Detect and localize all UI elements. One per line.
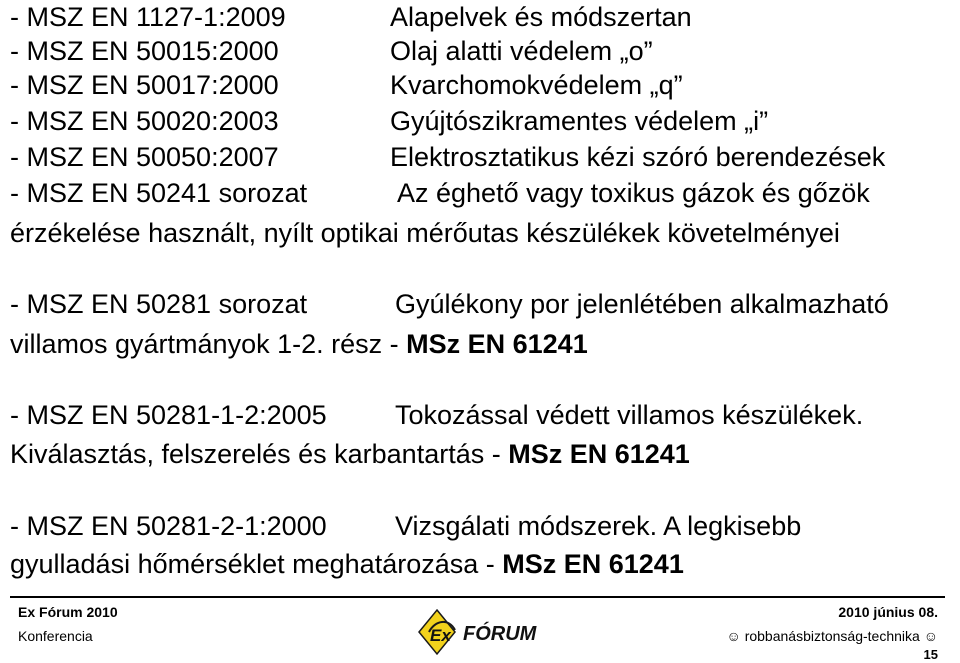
- footer-subtitle: Konferencia: [18, 628, 93, 644]
- standard-description: Gyúlékony por jelenlétében alkalmazható: [395, 289, 889, 319]
- standard-description: Elektrosztatikus kézi szóró berendezések: [390, 142, 886, 172]
- logo-forum-text: FÓRUM: [463, 623, 537, 645]
- standard-code: - MSZ EN 50015:2000: [10, 36, 279, 66]
- equivalent-standard: MSz EN 61241: [502, 549, 684, 579]
- logo-ex-text: Ex: [430, 626, 451, 645]
- standard-continuation: érzékelése használt, nyílt optikai mérőutas készülékek követelményei: [10, 218, 840, 248]
- standard-code: - MSZ EN 50017:2000: [10, 70, 279, 100]
- standard-code: - MSZ EN 1127-1:2009: [10, 2, 286, 32]
- equivalent-standard: MSz EN 61241: [508, 439, 690, 469]
- standard-continuation: [10, 547, 684, 581]
- footer-divider: [10, 596, 945, 598]
- standard-continuation: [10, 437, 690, 471]
- standard-description: Alapelvek és módszertan: [390, 2, 692, 32]
- standard-code: - MSZ EN 50050:2007: [10, 142, 279, 172]
- standard-description: Tokozással védett villamos készülékek.: [395, 400, 864, 430]
- continuation-text: villamos gyártmányok 1-2. rész -: [10, 329, 407, 359]
- footer-topic: ☺ robbanásbiztonság-technika ☺: [726, 628, 938, 644]
- continuation-text: Kiválasztás, felszerelés és karbantartás -: [10, 439, 509, 469]
- page-number: 15: [923, 647, 938, 662]
- ex-forum-logo: [415, 608, 555, 656]
- standard-description: Az éghető vagy toxikus gázok és gőzök: [397, 178, 870, 208]
- footer-date: 2010 június 08.: [838, 604, 938, 620]
- footer-event: Ex Fórum 2010: [18, 604, 118, 620]
- standard-description: Vizsgálati módszerek. A legkisebb: [395, 511, 802, 541]
- standard-description: Olaj alatti védelem „o”: [390, 36, 653, 66]
- standard-code: - MSZ EN 50281 sorozat: [10, 289, 308, 319]
- standard-description: Kvarchomokvédelem „q”: [390, 70, 683, 100]
- standard-code: - MSZ EN 50241 sorozat: [10, 178, 308, 208]
- equivalent-standard: MSz EN 61241: [406, 329, 588, 359]
- continuation-text: gyulladási hőmérséklet meghatározása -: [10, 549, 503, 579]
- standard-code: - MSZ EN 50020:2003: [10, 106, 279, 136]
- standard-continuation: [10, 327, 588, 361]
- standard-description: Gyújtószikramentes védelem „i”: [390, 106, 769, 136]
- standard-code: - MSZ EN 50281-2-1:2000: [10, 511, 327, 541]
- standard-code: - MSZ EN 50281-1-2:2005: [10, 400, 327, 430]
